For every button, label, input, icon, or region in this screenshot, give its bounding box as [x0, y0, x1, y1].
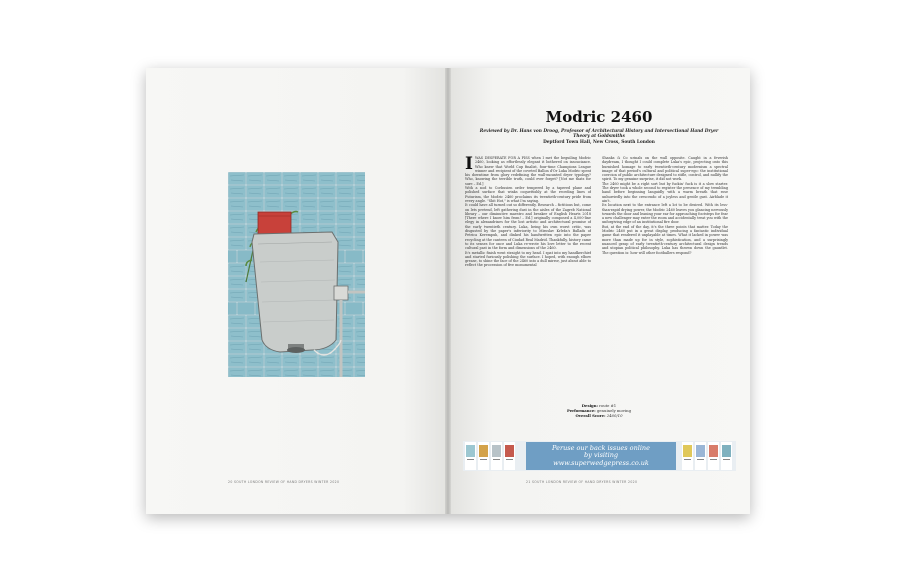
body-paragraph: Its location next to the entrance left a lot to be desired. With its less-than-rapid drying power, the Modric 2460 leaves you glancing nervously towards the door and leaning your ear for approaching footsteps for fear a new challenger may enter the room and accidentally treat you with the unforgiving edge of an institutional fire door.	[602, 203, 728, 225]
hand-dryer-illustration	[228, 172, 365, 377]
overall-score	[448, 413, 750, 418]
body-paragraph: It's metallic finish went straight to my head. I spat into my handkerchief and started furiously polishing the surface. I hoped, with enough elbow grease, to shine the face of the 2460 into a dull mirror, just about able to reflect the procession of five monumental	[465, 250, 591, 268]
magazine-thumbnail-icon	[695, 442, 706, 470]
performance-value: genuinely moving	[596, 408, 632, 414]
article-body	[465, 156, 728, 378]
ad-text-box	[526, 442, 676, 470]
hand-dryer	[252, 232, 338, 353]
ad-url-link[interactable]: www.superwedgepress.co.uk	[553, 458, 649, 467]
magazine-spread	[146, 68, 750, 514]
venue-location: Deptford Town Hall, New Cross, South London	[543, 139, 655, 145]
spine-shadow	[445, 68, 451, 514]
overall-label: Overall Score:	[575, 413, 606, 419]
body-column-2	[602, 156, 728, 378]
right-page-footer: 21 SOUTH LONDON REVIEW OF HAND DRYERS WINTER 2020	[526, 480, 638, 484]
back-issues-ad[interactable]	[463, 441, 736, 471]
ad-line-2: by visiting	[583, 451, 619, 460]
ad-line-1: Peruse our back issues online	[552, 443, 650, 452]
paragraph-text: WAS DESPERATE FOR A PISS when I met the beguiling Modric 2460, looking as effortlessly elegant it bothered on insouciance. Who knew that World Cup finalist, four-time Champions League winner and recipient of the coveted Ballon d'Or Luka Modric spent his downtime from glory redefining the wall-mounted dryer typology? Who, knowing the terrible truth, could ever forget? [Not me thats for sure – Ed.]	[465, 156, 591, 186]
performance-label: Performance:	[566, 408, 596, 414]
design-label: Design:	[581, 403, 598, 408]
body-paragraph: With a nod to Corbusien order tempered by a tapered plane and polished surface that winks coquettishly at the receding lines of Futurism, the Modric 2460 proclaims its twentieth-century pride from every angle. "Shit Hot," is what I'm saying.	[465, 186, 591, 203]
reviewer-credit: Reviewed by Dr. Hans von Droog, Professor of Architectural History and Intersectional Hand Dryer Theory at Goldsmiths	[479, 129, 719, 140]
magazine-thumbnail-icon	[721, 442, 732, 470]
article-byline	[478, 129, 720, 145]
drop-cap: I	[465, 156, 473, 174]
overall-value: 2460/10	[606, 413, 623, 419]
left-page	[146, 68, 448, 514]
body-paragraph: But, at the end of the day, it's the three points that matter. Today the Modric 2460 put in a great display, producing a fantastic individual game that rendered it unplayable at times. What it lacked in power was more than made up for in style, sophistication, and a surprisingly nuanced grasp of early twentieth-century architectural design trends and utopian political philosophy. Luka has thrown down the gauntlet. The question is: how will other footballers respond?	[602, 224, 728, 255]
score-box	[448, 403, 750, 419]
body-column-1	[465, 156, 591, 378]
right-page	[448, 68, 750, 514]
body-paragraph	[465, 156, 591, 186]
magazine-thumbnail-icon	[708, 442, 719, 470]
magazine-thumbnail-icon	[478, 442, 489, 470]
article-title: Modric 2460	[545, 108, 653, 126]
magazine-thumbnail-icon	[504, 442, 515, 470]
plant-pot	[258, 212, 291, 234]
magazine-thumbnail-icon	[682, 442, 693, 470]
design-value: route #1	[599, 403, 617, 408]
magazine-thumbnail-icon	[491, 442, 502, 470]
illustration-drawing	[228, 172, 365, 377]
magazine-thumbnail-icon	[465, 442, 476, 470]
body-paragraph: It could have all turned out so differently. Research – fictitious but, come on lets pretend, left gathering dust in the aisles of the Zagreb National library – our diminutive maestro and breaker of English Hearts 2018 [There where I know him from! – Ed.] originally composed a 4,000-line elegy in alexandrines for the lost artistic and architectural promise of the early twentieth century. Luka, being his own worst critic, was disgusted by the paper's inferiority to Miroslav Krleža's Ballads of Petrica Kerempuh, and dinked his handwritten epic into the paper recycling at the canteen of Ciudad Real Madrid. Thankfully, history came to its senses for once and Luka re-wrote his love letter to the recent cultural past in the form and dimensions of the 2460.	[465, 203, 591, 251]
left-page-footer: 20 SOUTH LONDON REVIEW OF HAND DRYERS WINTER 2020	[228, 480, 340, 484]
body-paragraph: Shanks & Co urinals on the wall opposite. Caught in a feverish daydream, I thought I could complete Luka's epic, projecting onto this burnished homage to early twentieth-century modernism a spectral image of that period's cultural and political super-ego: the institutional coercion of public architecture designed to stifle, control, and nullify the spirit. To my genuine surprise, it did not work.	[602, 156, 728, 182]
body-paragraph: The 2460 might be a right sort but by fuckin' fuck is it a slow starter. The dryer took a whole second to register the presence of my trembling hand before beginning languidly with a warm breath that rose unhurriedly into the crescendo of a joyless and gentle gust. Airblade it ain't.	[602, 181, 728, 203]
